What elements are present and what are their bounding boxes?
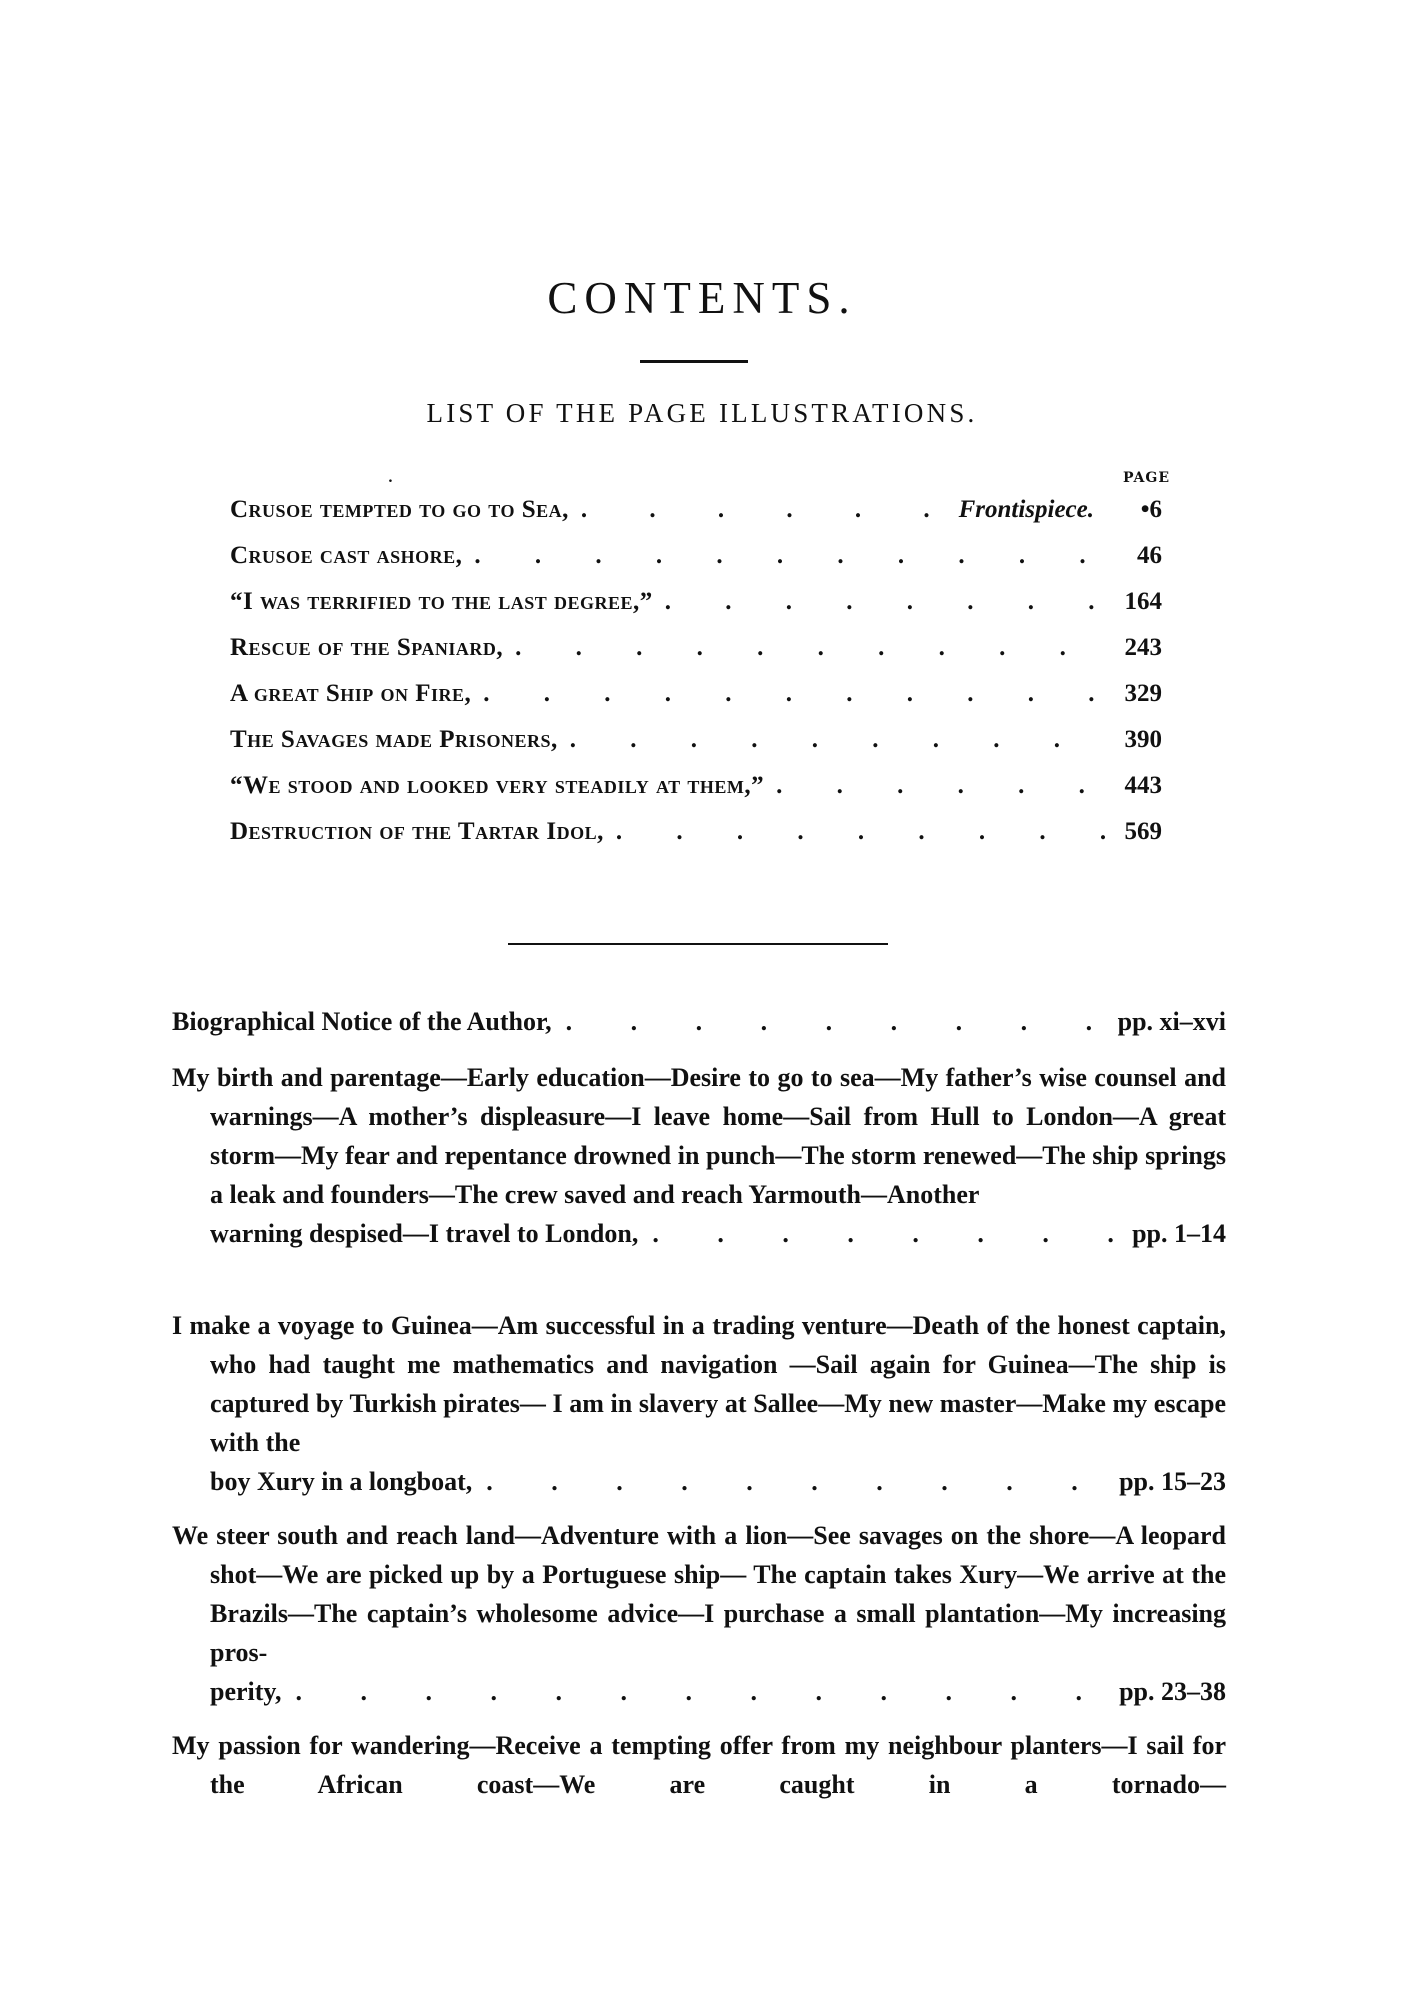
illustration-title: Rescue of the Spaniard,: [230, 634, 504, 661]
chapter-last-line: [172, 1002, 1226, 1041]
title-rule: [640, 360, 748, 363]
section-divider: [508, 943, 888, 945]
chapter-pages: pp. xi–xvi: [1117, 1007, 1226, 1036]
illustration-row: [230, 588, 1162, 624]
leader-dots: [503, 634, 1106, 662]
page-title: CONTENTS.: [547, 273, 857, 323]
illustration-row: [230, 772, 1162, 808]
illustration-page: 164: [1124, 588, 1162, 615]
chapter-last-line: [172, 1672, 1226, 1711]
chapter-entry: [172, 1002, 1226, 1041]
stray-dot: .: [388, 470, 393, 486]
illustration-row: [230, 496, 1162, 532]
leader-dots: [653, 588, 1106, 616]
illustration-row: [230, 818, 1162, 854]
illustration-title: Crusoe cast ashore,: [230, 542, 463, 569]
illustration-page: •6: [1140, 496, 1162, 523]
leader-dots: [462, 542, 1106, 570]
illustration-page: 569: [1124, 818, 1162, 845]
illustration-row: [230, 680, 1162, 716]
illustration-title: Crusoe tempted to go to Sea,: [230, 496, 569, 523]
chapter-pages: pp. 1–14: [1132, 1219, 1226, 1248]
illustration-note: Frontispiece.: [958, 496, 1094, 523]
chapter-text-end: boy Xury in a longboat,: [210, 1467, 473, 1496]
leader-dots: [604, 818, 1106, 846]
chapter-entry: [172, 1516, 1226, 1711]
leader-dots: [558, 726, 1106, 754]
chapter-summary: We steer south and reach land—Adventure with a lion—See savages on the shore—A leopard shot—We are picked up by a Portuguese ship— The captain takes Xury—We arrive at the Brazils—The captain’s wholesome advice—I purchase a small plantation—My increasing pros-: [172, 1521, 1226, 1667]
chapter-text-end: perity,: [210, 1677, 282, 1706]
illustration-title: A great Ship on Fire,: [230, 680, 472, 707]
chapter-summary: My passion for wandering—Receive a tempting offer from my neighbour planters—I sail for the African coast—We are caught in a tornado—: [172, 1731, 1226, 1799]
chapter-text-end: warning despised—I travel to London,: [210, 1219, 639, 1248]
leader-dots: [764, 772, 1106, 800]
leader-dots: [552, 1002, 1118, 1041]
chapter-summary: My birth and parentage—Early education—Desire to go to sea—My father’s wise counsel and warnings—A mother’s displeasure—I leave home—Sail from Hull to London—A great storm—My fear and repentance drowned in punch—The storm renewed—The ship springs a leak and founders—The crew saved and reach Yarmouth—Another: [172, 1063, 1226, 1209]
illustration-page: 329: [1124, 680, 1162, 707]
chapter-last-line: [172, 1462, 1226, 1501]
chapter-text-end: Biographical Notice of the Author,: [172, 1007, 552, 1036]
illustration-title: “We stood and looked very steadily at them,”: [230, 772, 765, 799]
illustration-page: 46: [1137, 542, 1162, 569]
leader-dots: [282, 1672, 1120, 1711]
illustration-page: 243: [1124, 634, 1162, 661]
chapter-entry: [172, 1726, 1226, 1804]
leader-dots: [472, 1462, 1119, 1501]
illustration-title: The Savages made Prisoners,: [230, 726, 558, 753]
illustration-page: 390: [1124, 726, 1162, 753]
illustration-row: [230, 634, 1162, 670]
chapter-pages: pp. 23–38: [1119, 1677, 1226, 1706]
leader-dots: [569, 496, 959, 524]
illustration-page: 443: [1124, 772, 1162, 799]
chapter-entry: [172, 1306, 1226, 1501]
illustration-title: Destruction of the Tartar Idol,: [230, 818, 604, 845]
illustration-row: [230, 726, 1162, 762]
illustration-title: “I was terrified to the last degree,”: [230, 588, 653, 615]
leader-dots: [638, 1214, 1132, 1253]
page-column-label: PAGE: [1123, 470, 1170, 486]
illustrations-heading: LIST OF THE PAGE ILLUSTRATIONS.: [426, 398, 978, 428]
leader-dots: [471, 680, 1106, 708]
chapter-entry: [172, 1058, 1226, 1253]
illustration-row: [230, 542, 1162, 578]
chapter-last-line: [172, 1214, 1226, 1253]
chapter-pages: pp. 15–23: [1119, 1467, 1226, 1496]
chapter-summary: I make a voyage to Guinea—Am successful in a trading venture—Death of the honest captain, who had taught me mathematics and navigation —Sail again for Guinea—The ship is captured by Turkish pirates— I am in slavery at Sallee—My new master—Make my escape with the: [172, 1311, 1226, 1457]
